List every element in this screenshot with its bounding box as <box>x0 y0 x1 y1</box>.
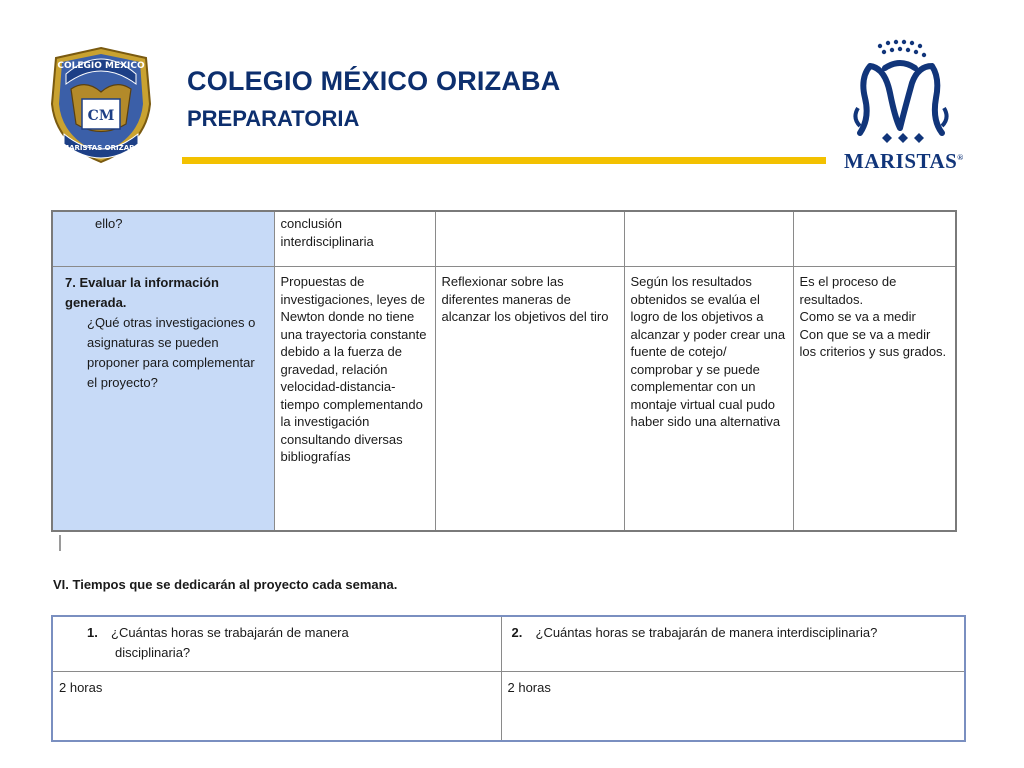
table-cell: Es el proceso de resultados. Como se va a medir Con que se va a medir los criterios y sus grados. <box>793 267 956 532</box>
table-cell: 2 horas <box>52 672 501 742</box>
page-subtitle: PREPARATORIA <box>187 106 360 131</box>
table-header-cell: 1. ¿Cuántas horas se trabajarán de manera disciplinaria? <box>52 616 501 672</box>
step-question: ¿Qué otras investigaciones o asignaturas se pueden proponer para complementar el proyecto? <box>87 315 256 390</box>
table-cell: Reflexionar sobre las diferentes maneras de alcanzar los objetivos del tiro <box>435 267 624 532</box>
step-heading: 7. Evaluar la información generada. <box>65 275 219 310</box>
table-cell: Según los resultados obtenidos se evalúa el logro de los objetivos a alcanzar y poder crear una fuente de cotejo/ comprobar y se puede complementar con un montaje virtual cual pudo haber sido una alternativa <box>624 267 793 532</box>
table-cell <box>624 211 793 267</box>
section-title: VI. Tiempos que se dedicarán al proyecto cada semana. <box>53 577 398 592</box>
divider <box>59 535 61 551</box>
colegio-mexico-crest-logo <box>46 44 156 166</box>
header-divider <box>182 157 826 164</box>
table-row <box>52 267 956 532</box>
table-cell <box>52 267 274 532</box>
table-cell: Propuestas de investigaciones, leyes de Newton donde no tiene una trayectoria constante debido a la fuerza de gravedad, relación velocidad-distancia-tiempo complementando la investigación consultando diversas bibliografías <box>274 267 435 532</box>
svg-text:COLEGIO MEXICO: COLEGIO MEXICO <box>57 61 145 71</box>
svg-text:CM: CM <box>87 108 115 124</box>
svg-text:MARISTAS ORIZABA: MARISTAS ORIZABA <box>62 144 140 152</box>
table-cell <box>435 211 624 267</box>
evaluation-table <box>51 210 957 532</box>
weekly-hours-table <box>51 615 966 742</box>
table-row <box>52 616 965 672</box>
maristas-logo-text: MARISTAS® <box>844 149 964 173</box>
table-header-cell: 2. ¿Cuántas horas se trabajarán de manera interdisciplinaria? <box>501 616 965 672</box>
table-cell <box>793 211 956 267</box>
page-title: COLEGIO MÉXICO ORIZABA <box>187 66 561 96</box>
table-cell: conclusión interdisciplinaria <box>274 211 435 267</box>
table-cell: ello? <box>52 211 274 267</box>
table-row <box>52 672 965 742</box>
table-cell: 2 horas <box>501 672 965 742</box>
table-row <box>52 211 956 267</box>
